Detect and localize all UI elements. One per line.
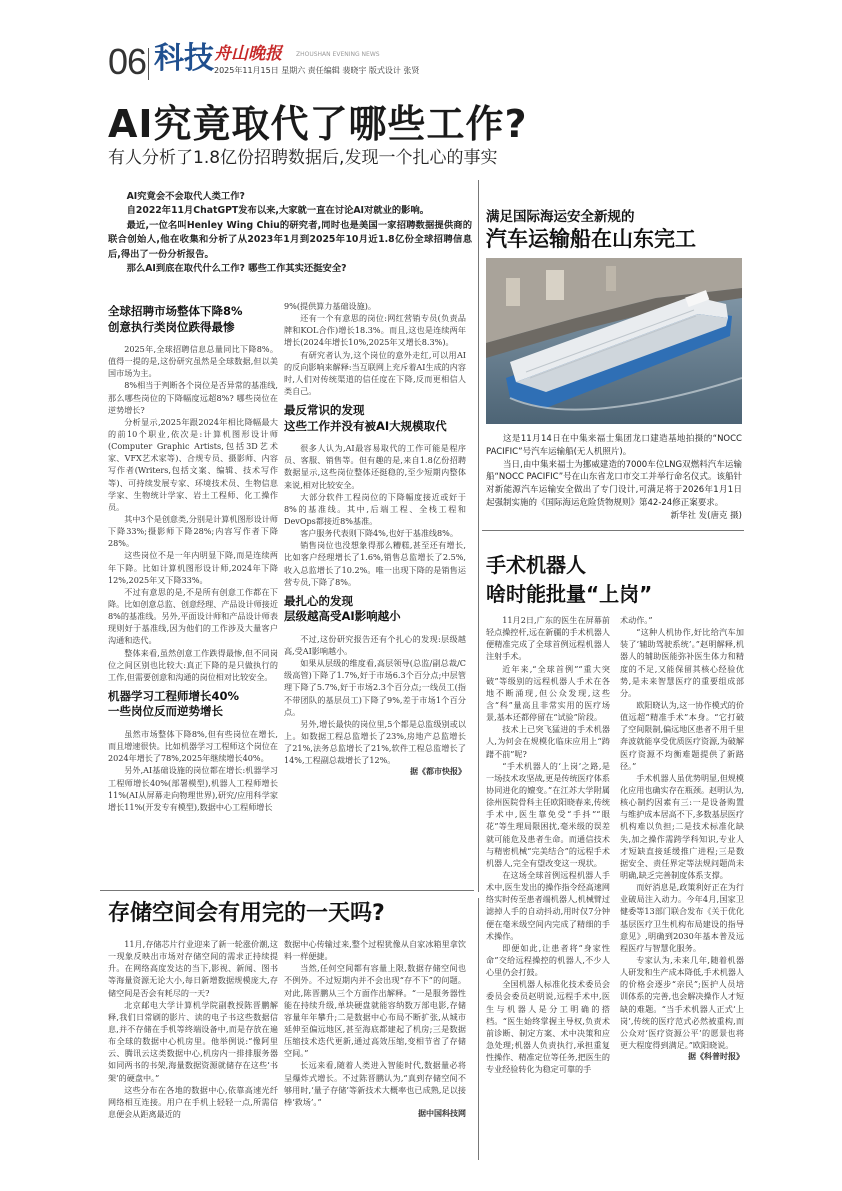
- caption-paragraph: 当日,由中集来福士为挪威建造的7000车位LNG双燃料汽车运输船“NOCC PACIFIC”号在山东省龙口市交工并举行命名仪式。该船针对新能源汽车运输安全做出了专门设计,可满足将于2026年1月1日起强制实施的《国际海运危险货物规则》第42-24修正案要求。: [486, 459, 742, 508]
- intro-paragraph: AI究竟会不会取代人类工作?: [126, 191, 245, 202]
- ship-photo-drawing: [486, 258, 742, 424]
- body-paragraph: 即便如此,让患者将“身家性命”交给远程操控的机器人,不少人心里仍会打鼓。: [486, 942, 610, 978]
- ship-kicker: 满足国际海运安全新规的: [486, 209, 635, 225]
- body-paragraph: 手术机器人虽优势明显,但规模化应用也确实存在瓶颈。赵明认为,核心制约因素有三:一是设备购置与维护成本居高不下,多数基层医疗机构难以负担;二是技术标准化缺失,加之操作需跨学科知识,专业人才短缺直接延缓推广进程;三是数据安全、责任界定等法规问题尚未明确,缺乏完善制度体系支撑。: [620, 772, 744, 880]
- body-paragraph: 11月,存储芯片行业迎来了新一轮涨价潮,这一现象反映出市场对存储空间的需求正持续提升。在网络高度发达的当下,影视、新闻、图书等海量资源无论大小,每日新增数据规模庞大,存储空间是否会有耗尽的一天?: [108, 939, 278, 998]
- storage-column-2: [284, 938, 466, 1162]
- robot-column-1: [486, 614, 610, 1164]
- body-paragraph: 这些岗位不是一年内明显下降,而是连续两年下降。比如计算机图形设计师,2024年下降12%,2025年又下降33%。: [108, 550, 278, 585]
- column-divider-lower: [478, 898, 479, 1160]
- article-column-1: [108, 304, 278, 884]
- body-paragraph: 客户服务代表则下降4%,也好于基准线8%。: [300, 528, 458, 539]
- body-paragraph: 专家认为,未来几年,随着机器人研发和生产成本降低,手术机器人的价格会逐步“亲民”;医护人员培训体系的完善,也会解决操作人才短缺的难题。“当手术机器人正式‘上岗’,传统的医疗范式必然被重构,而公众对‘医疗资源公平’的愿景也将更大程度得到满足。”欧阳晓说。: [620, 954, 744, 1050]
- storage-headline: 存储空间会有用完的一天吗?: [108, 901, 385, 926]
- ship-caption: [486, 433, 742, 522]
- article-column-2: [284, 300, 466, 885]
- intro-paragraph: 那么AI到底在取代什么工作? 哪些工作其实还挺安全?: [126, 263, 347, 275]
- body-paragraph: 这些分布在各地的数据中心,依靠高速光纤网络相互连接。用户在手机上轻轻一点,所需信息便会从距离最近的: [108, 1084, 278, 1119]
- storage-column-1: [108, 938, 278, 1160]
- body-paragraph: 长远来看,随着人类进入智能时代,数据量必将呈爆炸式增长。不过陈晋鹏认为,“真到存储空间不够用时,‘量子存储’等新技术大概率也已成熟,足以接棒‘救场’。”: [284, 1060, 466, 1107]
- article-intro: [108, 190, 472, 276]
- section-heading: 最扎心的发现 层级越高受AI影响越小: [284, 593, 401, 624]
- body-paragraph: 2025年,全球招聘信息总量同比下降8%。值得一提的是,这份研究虽然是全球数据,但以美国市场为主。: [108, 344, 278, 379]
- body-paragraph: 如果从层级的维度看,高层领导(总监/副总裁/C级高管)下降了1.7%,好于市场6.3个百分点;中层管理下降了5.7%,好于市场2.3个百分点;一线员工(指不带团队的基层员工)下降了9%,差于市场1个百分点。: [284, 658, 466, 717]
- body-paragraph: 数据中心传输过来,整个过程犹像从自家冰箱里拿饮料一样便捷。: [284, 939, 466, 962]
- robot-headline-line2: 啥时能批量“上岗”: [486, 582, 653, 606]
- robot-headline: [486, 551, 652, 609]
- header-divider: [148, 48, 149, 80]
- body-paragraph: 分析显示,2025年跟2024年相比降幅最大的前10个职业,依次是:计算机图形设计师(Computer Graphic Artists,包括3D艺术家、VFX艺术家等)、合规专员、摄影师、内容写作者(Writers,包括文案、编辑、技术写作等)、可持续发展专家、环境技术员、生物信息学家、生物统计学家、岩土工程师、化工操作员。: [108, 416, 278, 512]
- main-subheadline: 有人分析了1.8亿份招聘数据后,发现一个扎心的事实: [108, 148, 498, 168]
- caption-paragraph: 这是11月14日在中集来福士集团龙口建造基地拍摄的“NOCC PACIFIC”号汽车运输船(无人机照片)。: [486, 434, 742, 457]
- right-divider: [482, 530, 744, 531]
- body-paragraph: 整体来看,虽然创意工作跌得最惨,但不同岗位之间区别也比较大:真正下降的是只做执行的工作,但需要创意和沟通的岗位相对比较安全。: [108, 647, 278, 682]
- intro-paragraph: 最近,一位名叫Henley Wing Chiu的研究者,同时也是美国一家招聘数据提供商的联合创始人,他在收集和分析了从2023年1月到2025年10月近1.8亿份全球招聘信息后,得出了一份分析报告。: [108, 219, 472, 260]
- section-heading: 全球招聘市场整体下降8% 创意执行类岗位跌得最惨: [108, 304, 243, 334]
- body-paragraph: 不过有意思的是,不是所有创意工作都在下降。比如创意总监、创意经理、产品设计师接近8%的基准线。另外,平面设计师和产品设计师表现则好于基准线,因为他们的工作涉及大量客户沟通和迭代。: [108, 586, 278, 646]
- intro-paragraph: 自2022年11月ChatGPT发布以来,大家就一直在讨论AI对就业的影响。: [126, 205, 430, 217]
- body-paragraph: 9%(提供算力基础设施)。: [284, 301, 377, 311]
- body-paragraph: 欧阳晓认为,这一协作模式的价值远超“精准手术”本身。“它打破了空间限制,偏远地区患者不用千里奔波就能享受优质医疗资源,为破解医疗资源不均衡难题提供了新路径。”: [620, 699, 744, 771]
- body-paragraph: 不过,这份研究报告还有个扎心的发现:层级越高,受AI影响越小。: [284, 633, 466, 657]
- body-paragraph: 而好消息是,政策利好正在为行业破局注入动力。今年4月,国家卫健委等13部门联合发布《关于优化基层医疗卫生机构布局建设的指导意见》,明确到2030年基本普及远程医疗与智慧化服务。: [620, 882, 744, 953]
- ship-headline: 汽车运输船在山东完工: [486, 227, 696, 251]
- robot-headline-line1: 手术机器人: [486, 553, 586, 577]
- body-paragraph: “这种人机协作,好比给汽车加装了‘辅助驾驶系统’。”赵明解释,机器人的辅助医能弥补医生体力和精度的不足,又能保留其核心经验优势,是未来智慧医疗的重要组成部分。: [620, 627, 744, 698]
- body-paragraph: 很多人认为,AI最容易取代的工作可能是程序员、客服、销售等。但有趣的是,来自1.8亿份招聘数据显示,这些岗位整体还挺稳的,至少短期内整体来说,相对比较安全。: [284, 443, 466, 490]
- body-paragraph: 全国机器人标准化技术委员会委员会委员赵明说,远程手术中,医生与机器人是分工明确的搭档。“医生始终掌握主导权,负责术前诊断、制定方案、术中决策和应急处理;机器人负责执行,承担重复性操作、精准定位等任务,把医生的专业经验转化为稳定可靠的手: [486, 979, 610, 1075]
- newspaper-logo: 舟山晚报: [214, 44, 282, 64]
- body-paragraph: 11月2日,广东的医生在屏幕前轻点操控杆,远在新疆的手术机器人便精准完成了全球首例远程机器人注射手术。: [486, 615, 610, 662]
- newspaper-logo-en: ZHOUSHAN EVENING NEWS: [296, 51, 380, 58]
- body-paragraph: 当然,任何空间都有容量上限,数据存储空间也不例外。不过短期内并不会出现“存不下”的问题。对此,陈晋鹏从三个方面作出解释。“一是服务器性能在持续升级,单块硬盘就能容纳数万部电影,存储容量年年攀升;二是数据中心布局不断扩张,从城市延伸至偏远地区,甚至海底都建起了机房;三是数据压缩技术迭代更新,通过高效压缩,变相节省了存储空间。”: [284, 963, 466, 1059]
- body-paragraph: 另外,增长最快的岗位里,5个都是总监级别或以上。如数据工程总监增长了23%,房地产总监增长了21%,法务总监增长了21%,软件工程总监增长了14%,工程副总裁增长了12%。: [284, 718, 466, 766]
- article-source: 据《都市快报》: [410, 767, 466, 777]
- photo-credit: 新华社 发(唐克 摄): [670, 510, 742, 521]
- main-headline: AI究竟取代了哪些工作?: [108, 102, 528, 146]
- article-source: 据中国科技网: [418, 1108, 466, 1118]
- issue-meta: 2025年11月15日 星期六 责任编辑 裴晓宇 版式设计 张贤: [214, 66, 420, 75]
- page-number: 06: [108, 41, 147, 82]
- body-paragraph: 还有一个有意思的岗位:网红营销专员(负责品牌和KOL合作)增长18.3%。而且,这也是连续两年增长(2024年增长10%,2025年又增长8.3%)。: [284, 313, 466, 348]
- ship-photo: [486, 258, 742, 424]
- section-heading: 机器学习工程师增长40% 一些岗位反而逆势增长: [108, 688, 240, 719]
- column-divider: [478, 180, 479, 892]
- body-paragraph: 北京邮电大学计算机学院副教授陈晋鹏解释,我们日常刷的影片、读的电子书这些数据信息,并不存储在手机等终端设备中,而是存放在遍布全球的数据中心机房里。他举例说:“像阿里云、腾讯云这类数据中心,机房内一排排服务器如同两书的书架,海量数据资源就储存在这些‘书架’的硬盘中。”: [108, 999, 278, 1083]
- body-paragraph: 大部分软件工程岗位的下降幅度接近或好于8%的基准线。其中,后端工程、全栈工程和DevOps都接近8%基准。: [284, 491, 466, 526]
- body-paragraph: 销售岗位也没想象得那么糟糕,甚至还有增长,比如客户经理增长了1.6%,销售总监增长了2.5%,收入总监增长了10.2%。唯一出现下降的是销售运营专员,下降了8%。: [284, 540, 466, 587]
- body-paragraph: 在这场全球首例远程机器人手术中,医生发出的操作指令经高速网络实时传至患者端机器人,机械臂过滤掉人手的自动抖动,用时仅7分钟便在毫米级空间内完成了精细的手术操作。: [486, 869, 610, 941]
- body-paragraph: 技术上已突飞猛进的手术机器人,为何会在规模化临床应用上“踌躇不前”呢?: [486, 724, 610, 759]
- section-heading: 最反常识的发现 这些工作并没有被AI大规模取代: [284, 403, 447, 433]
- body-paragraph: 虽然市场整体下降8%,但有些岗位在增长,而且增速很快。比如机器学习工程师这个岗位在2024年增长了78%,2025年继续增长40%。: [108, 729, 278, 764]
- section-name: 科技: [154, 41, 214, 76]
- body-paragraph: “手术机器人的‘上岗’之路,是一场技术攻坚战,更是传统医疗体系协同进化的嬗变。”在江苏大学附属徐州医院骨科主任欧阳晓春来,传统手术中,医生靠免受“手抖”“眼花”等生理局限困扰,毫米级的误差就可能危及患者生命。而通信技术与精密机械“完美结合”的远程手术机器人,完全有望改变这一现状。: [486, 760, 610, 868]
- storage-divider: [100, 890, 474, 891]
- body-paragraph: 另外,AI基础设施的岗位都在增长:机器学习工程师增长40%(部署模型),机器人工程师增长11%(AI从屏幕走向物理世界),研究/应用科学家增长11%(开发专有模型),数据中心工程师增长: [108, 765, 278, 812]
- body-paragraph: 有研究者认为,这个岗位的意外走红,可以用AI的反向影响来解释:当互联网上充斥着AI生成的内容时,人们对传统渠道的信任度在下降,反而更相信人类自己。: [284, 349, 466, 396]
- article-source: 据《科普时报》: [688, 1052, 744, 1062]
- body-paragraph: 近年来,“全球首例”“重大突破”等级别的远程机器人手术在各地不断涌现,但公众发现,这些含“科”量高且非常实用的医疗场景,基本还都停留在“试验”阶段。: [486, 663, 610, 723]
- body-paragraph: 术动作。”: [620, 615, 653, 625]
- robot-column-2: [620, 614, 744, 1166]
- body-paragraph: 8%相当于判断各个岗位是否异常的基准线,那么哪些岗位的下降幅度远超8%? 哪些岗位在逆势增长?: [108, 380, 278, 415]
- body-paragraph: 其中3个是创意类,分别是计算机图形设计师下降33%;摄影师下降28%;内容写作者下降28%。: [108, 514, 278, 549]
